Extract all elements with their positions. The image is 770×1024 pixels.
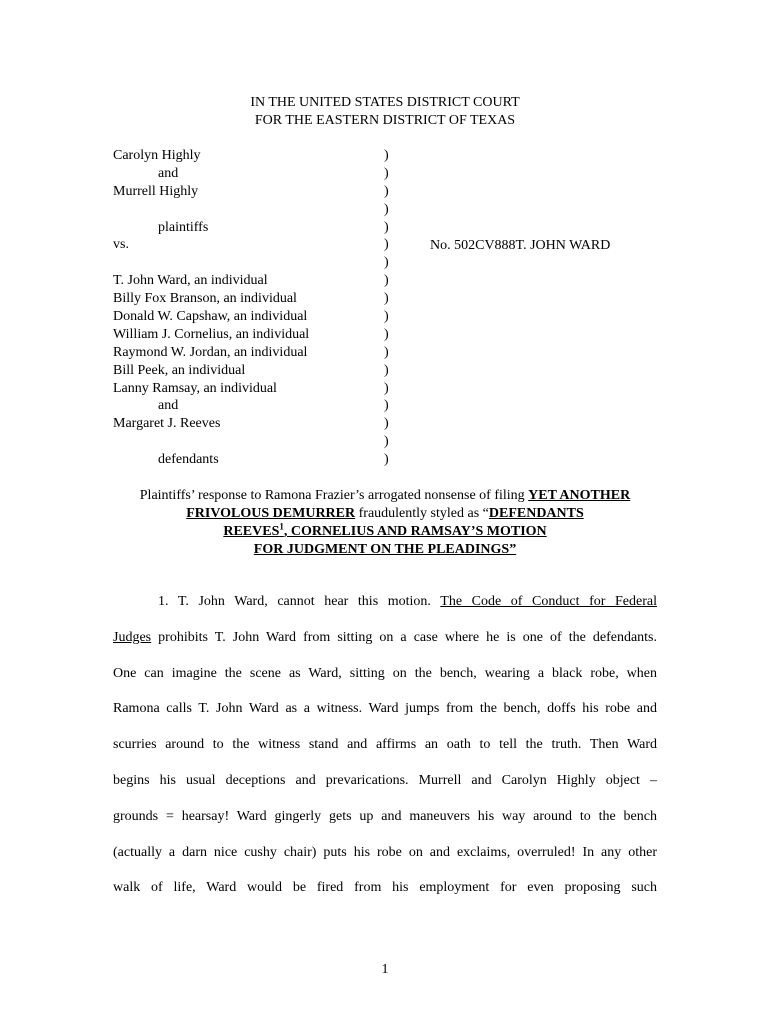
page-number: 1 bbox=[381, 962, 389, 977]
title-emphasis: YET ANOTHER bbox=[528, 488, 631, 503]
title-emphasis: FRIVOLOUS DEMURRER bbox=[186, 506, 356, 521]
body-paragraph bbox=[113, 589, 657, 911]
caption-paren: ) bbox=[384, 183, 389, 199]
caption-paren: ) bbox=[384, 309, 389, 325]
body-line: grounds = hearsay! Ward gingerly gets up and maneuvers his way around to the bench bbox=[113, 808, 657, 824]
party-line: vs. bbox=[113, 237, 129, 253]
caption-paren: ) bbox=[384, 380, 389, 396]
party-line bbox=[113, 201, 309, 219]
body-line: Ramona calls T. John Ward as a witness. Ward jumps from the bench, doffs his robe and bbox=[113, 701, 657, 717]
caption-paren: ) bbox=[384, 237, 389, 253]
party-line: Raymond W. Jordan, an individual bbox=[113, 344, 308, 360]
body-text: prohibits T. John Ward from sitting on a case where he is one of the defendants. bbox=[151, 629, 657, 645]
case-caption-parties bbox=[113, 147, 309, 469]
body-line bbox=[113, 625, 657, 661]
title-line-1 bbox=[0, 487, 770, 505]
caption-paren: ) bbox=[384, 219, 389, 235]
caption-paren: ) bbox=[384, 452, 389, 468]
title-line-3 bbox=[0, 523, 770, 541]
party-line: Lanny Ramsay, an individual bbox=[113, 380, 277, 396]
body-text: 1. T. John Ward, cannot hear this motion. bbox=[158, 594, 441, 609]
party-line: Billy Fox Branson, an individual bbox=[113, 291, 297, 307]
caption-paren: ) bbox=[384, 434, 389, 450]
title-emphasis: , CORNELIUS AND RAMSAY’S MOTION bbox=[283, 524, 547, 539]
party-line bbox=[113, 433, 309, 451]
document-title bbox=[0, 487, 770, 559]
party-line: and bbox=[158, 398, 179, 414]
body-line: One can imagine the scene as Ward, sitting on the bench, wearing a black robe, when bbox=[113, 665, 657, 681]
code-of-conduct-reference: The Code of Conduct for Federal bbox=[440, 594, 657, 609]
court-heading bbox=[0, 94, 770, 129]
caption-paren: ) bbox=[384, 362, 389, 378]
party-line: and bbox=[158, 165, 179, 181]
party-line bbox=[113, 254, 309, 272]
caption-paren: ) bbox=[384, 326, 389, 342]
body-line: walk of life, Ward would be fired from his employment for even proposing such bbox=[113, 880, 657, 896]
title-emphasis: FOR JUDGMENT ON THE PLEADINGS” bbox=[253, 542, 517, 557]
party-line: Margaret J. Reeves bbox=[113, 416, 221, 432]
party-line: Carolyn Highly bbox=[113, 148, 201, 163]
party-line: Donald W. Capshaw, an individual bbox=[113, 309, 308, 325]
caption-paren: ) bbox=[384, 201, 389, 217]
body-line: scurries around to the witness stand and affirms an oath to tell the truth. Then Ward bbox=[113, 737, 657, 753]
caption-parenthesis-column bbox=[384, 147, 389, 469]
caption-paren: ) bbox=[384, 148, 389, 163]
title-text: fraudulently styled as “ bbox=[355, 506, 489, 521]
footnote-marker[interactable]: 1 bbox=[279, 521, 284, 532]
party-line: William J. Cornelius, an individual bbox=[113, 326, 310, 342]
title-emphasis: DEFENDANTS bbox=[488, 506, 584, 521]
case-number: No. 502CV888T. JOHN WARD bbox=[430, 238, 611, 253]
caption-paren: ) bbox=[384, 255, 389, 271]
court-heading-line-1: IN THE UNITED STATES DISTRICT COURT bbox=[250, 95, 520, 110]
code-of-conduct-reference: Judges bbox=[113, 629, 152, 645]
caption-paren: ) bbox=[384, 398, 389, 414]
party-line: Bill Peek, an individual bbox=[113, 362, 246, 378]
caption-paren: ) bbox=[384, 291, 389, 307]
title-line-4 bbox=[0, 541, 770, 559]
party-line: T. John Ward, an individual bbox=[113, 273, 268, 289]
title-emphasis: REEVES bbox=[223, 524, 280, 539]
body-line: begins his usual deceptions and prevarications. Murrell and Carolyn Highly object – bbox=[113, 772, 657, 788]
body-line bbox=[113, 589, 657, 625]
party-line: Murrell Highly bbox=[113, 183, 199, 199]
body-line: (actually a darn nice cushy chair) puts his robe on and exclaims, overruled! In any other bbox=[113, 844, 657, 860]
court-heading-line-2: FOR THE EASTERN DISTRICT OF TEXAS bbox=[254, 112, 516, 128]
caption-paren: ) bbox=[384, 416, 389, 432]
title-line-2 bbox=[0, 505, 770, 523]
party-line: plaintiffs bbox=[158, 219, 209, 235]
caption-paren: ) bbox=[384, 273, 389, 289]
title-text: Plaintiffs’ response to Ramona Frazier’s arrogated nonsense of filing bbox=[139, 488, 529, 503]
caption-paren: ) bbox=[384, 344, 389, 360]
caption-paren: ) bbox=[384, 165, 389, 181]
party-line: defendants bbox=[158, 452, 219, 468]
